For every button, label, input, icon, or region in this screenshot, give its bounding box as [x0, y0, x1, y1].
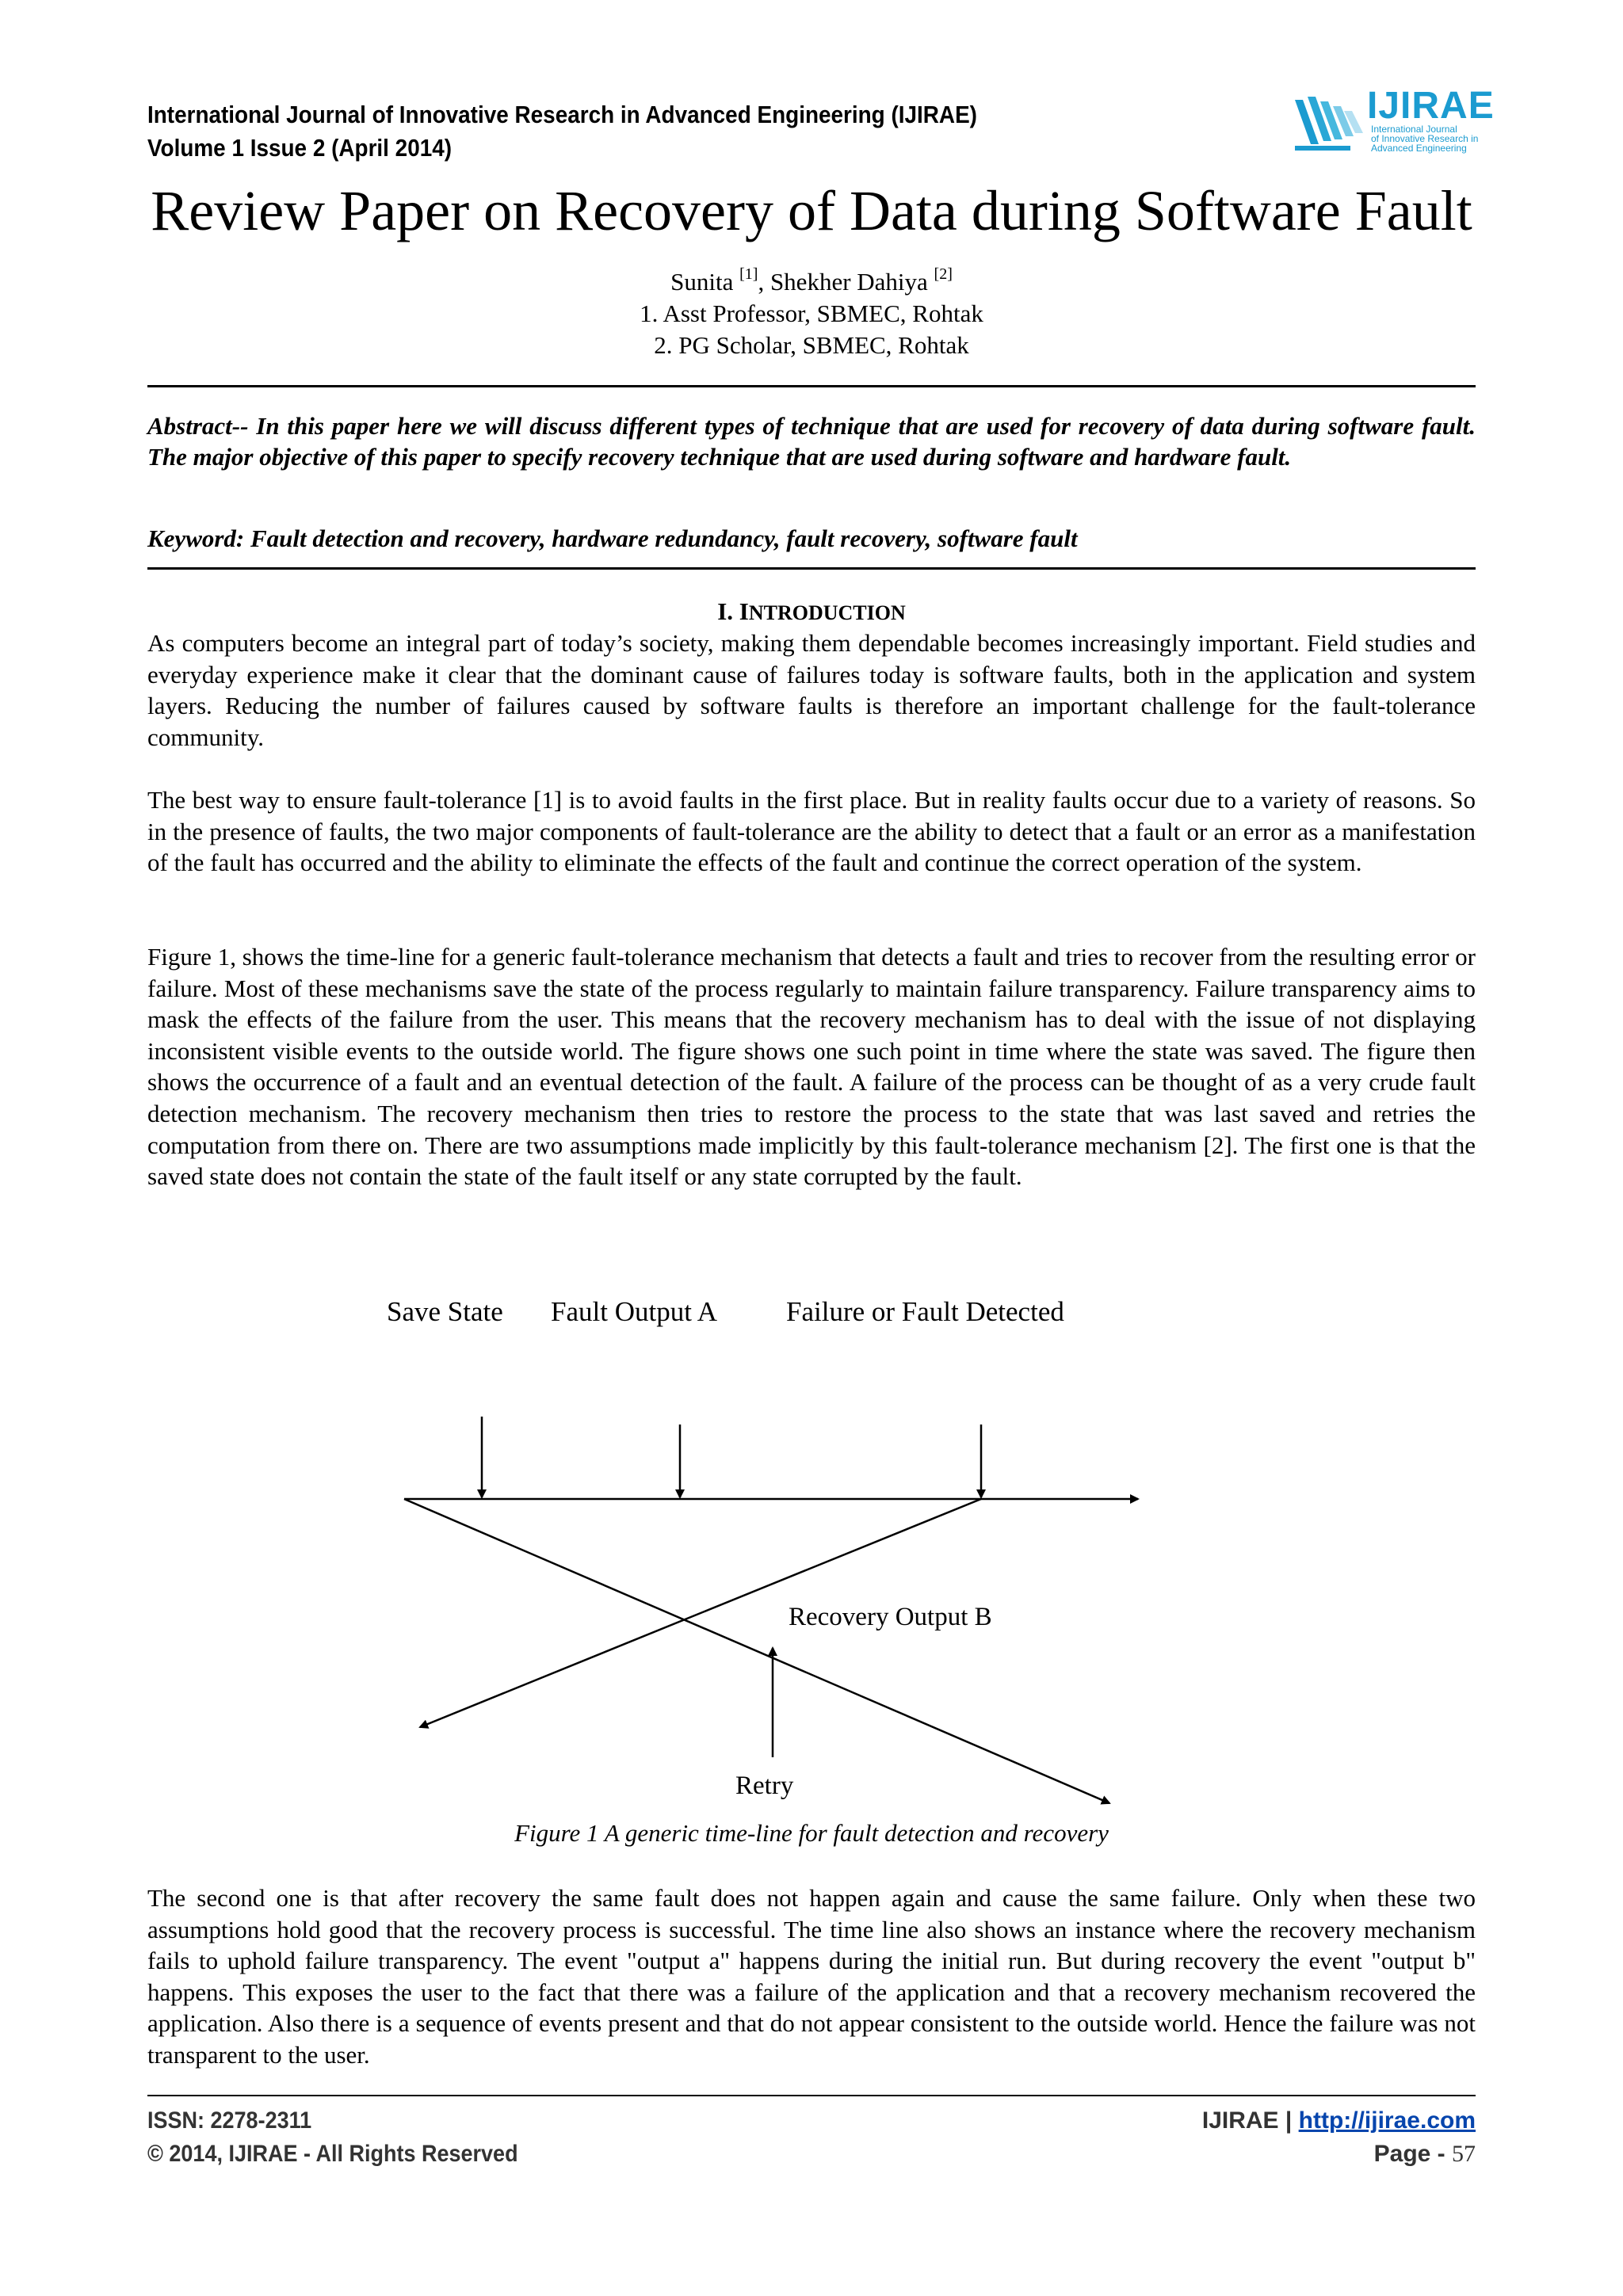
logo-tagline: International Journal of Innovative Research in Advanced Engineering — [1371, 124, 1479, 154]
copyright: © 2014, IJIRAE - All Rights Reserved — [147, 2141, 518, 2167]
divider — [147, 385, 1476, 387]
footer-divider — [147, 2095, 1476, 2096]
affiliation-1: 1. Asst Professor, SBMEC, Rohtak — [640, 299, 983, 327]
recovery-run-line — [404, 1499, 1109, 1803]
logo-stripes-icon — [1292, 95, 1365, 151]
author-2: Shekher Dahiya — [769, 268, 928, 296]
journal-link[interactable]: http://ijirae.com — [1298, 2107, 1476, 2134]
footer-right: IJIRAE | http://ijirae.com Page - 57 — [1202, 2104, 1476, 2171]
paper-title: Review Paper on Recovery of Data during Software Fault — [151, 179, 1472, 242]
logo-text: IJIRAE — [1367, 85, 1495, 127]
abstract: Abstract-- In this paper here we will discuss different types of technique that are used for recovery of data during software fault. The major objective of this paper to specify recovery technique that are used during software and hardware fault. — [147, 412, 1476, 471]
author-1: Sunita — [670, 268, 734, 296]
divider — [147, 567, 1476, 570]
affiliation-2: 2. PG Scholar, SBMEC, Rohtak — [654, 331, 969, 359]
keywords: Keyword: Fault detection and recovery, hardware redundancy, fault recovery, software fault — [147, 524, 1078, 552]
author-line: Sunita [1], Shekher Dahiya [2] — [670, 265, 953, 296]
paragraph: The second one is that after recovery the same fault does not happen again and cause the same failure. Only when these two assumptions hold good that the recovery process is successful. The time line also shows an instance where the recovery mechanism fails to uphold failure transparency. The event "output a" happens during the initial run. But during recovery the event "output b" happens. This exposes the user to the fact that there was a failure of the application and that a recovery mechanism recovered the application. Also there is a sequence of events present and that do not appear consistent to the outside world. Hence the failure was not transparent to the user. — [147, 1884, 1476, 2069]
author-2-ref: [2] — [934, 265, 953, 283]
journal-header — [147, 98, 977, 165]
label-save-state: Save State — [387, 1296, 503, 1327]
paragraph: The best way to ensure fault-tolerance [1] is to avoid faults in the first place. But in reality faults occur due to a variety of reasons. So in the presence of faults, the two major components of fault-tolerance are the ability to detect that a fault or an error as a manifestation of the fault has occurred and the ability to eliminate the effects of the fault and continue the correct operation of the system. — [147, 786, 1476, 877]
author-block — [0, 266, 1623, 361]
issn: ISSN: 2278-2311 — [147, 2107, 312, 2134]
journal-name: International Journal of Innovative Research in Advanced Engineering (IJIRAE) — [147, 101, 977, 128]
label-retry: Retry — [735, 1772, 794, 1800]
paragraph: As computers become an integral part of today’s society, making them dependable becomes increasingly important. Field studies and everyday experience make it clear that the dominant cause of failures today is software faults, both in the application and system layers. Reducing the number of failures caused by software faults is therefore an important challenge for the fault-tolerance community. — [147, 629, 1476, 751]
figure-caption: Figure 1 A generic time-line for fault detection and recovery — [514, 1819, 1109, 1847]
section-heading: I. INTRODUCTION — [717, 597, 906, 625]
author-1-ref: [1] — [739, 265, 758, 283]
label-failure-detected: Failure or Fault Detected — [786, 1296, 1064, 1327]
journal-volume: Volume 1 Issue 2 (April 2014) — [147, 134, 453, 162]
paragraph: Figure 1, shows the time-line for a generic fault-tolerance mechanism that detects a fault and tries to recover from the resulting error or failure. Most of these mechanisms save the state of the process regularly to maintain failure transparency. Failure transparency aims to mask the effects of the failure from the user. This means that the recovery mechanism has to deal with the issue of not displaying inconsistent visible events to the outside world. The figure shows one such point in time where the state was saved. The figure then shows the occurrence of a fault and an eventual detection of the fault. A failure of the process can be thought of as a very crude fault detection mechanism. The recovery mechanism then tries to restore the process to the state that was last saved and retries the computation from there on. There are two assumptions made implicitly by this fault-tolerance mechanism [2]. The first one is that the saved state does not contain the state of the fault itself or any state corrupted by the fault. — [147, 943, 1476, 1191]
ijirae-logo — [1292, 85, 1495, 165]
label-recovery-output-b: Recovery Output B — [789, 1603, 992, 1631]
footer-left — [147, 2104, 518, 2171]
page-number: Page - 57 — [1373, 2141, 1476, 2167]
figure-timeline-diagram — [0, 1276, 1623, 1830]
label-fault-output-a: Fault Output A — [551, 1296, 718, 1327]
